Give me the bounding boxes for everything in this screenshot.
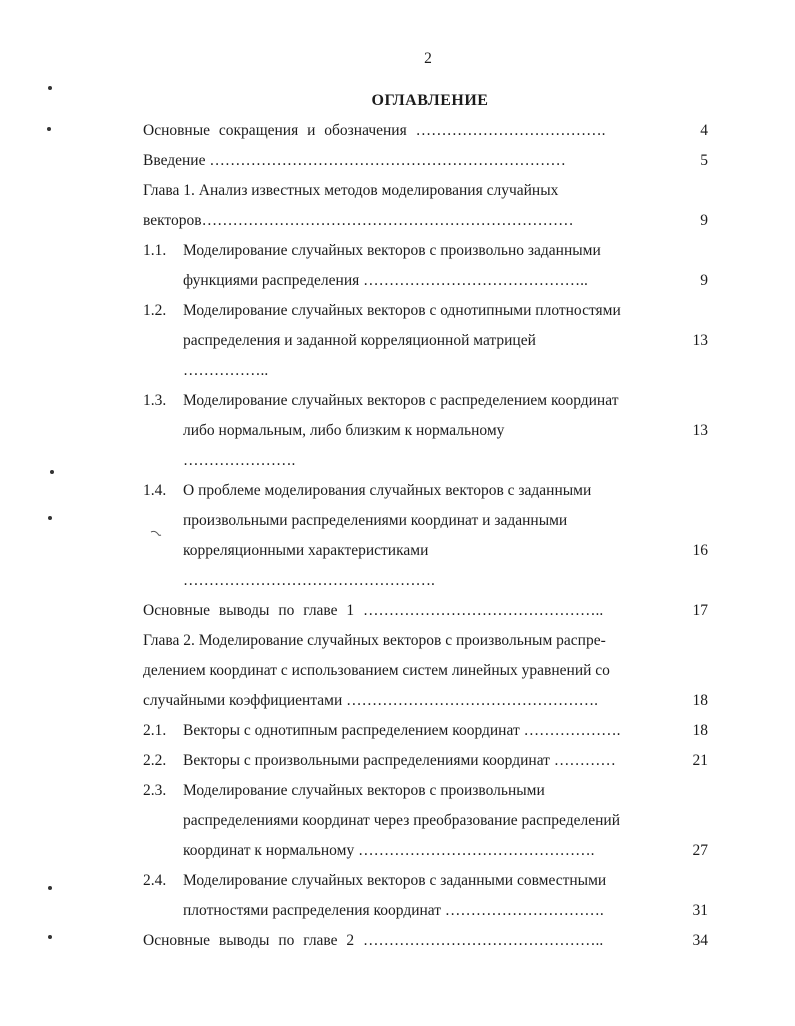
toc-entry-section-2-3-cont[interactable]: распределениями координат через преобразование распределений xyxy=(183,812,620,829)
toc-page-number: 17 xyxy=(692,602,708,619)
toc-entry-section-2-4-cont[interactable]: плотностями распределения координат …………………………. xyxy=(183,902,604,919)
toc-page-number: 4 xyxy=(700,122,708,139)
toc-entry-section-1-1-cont[interactable]: функциями распределения …………………………………….. xyxy=(183,272,588,289)
toc-entry-abbreviations[interactable]: Основные сокращения и обозначения ………………………………. xyxy=(143,122,606,139)
scan-speck xyxy=(48,886,52,890)
toc-entry-section-1-4-cont[interactable]: корреляционными характеристиками xyxy=(183,542,429,559)
toc-page-number: 13 xyxy=(692,422,708,439)
section-title: Моделирование случайных векторов с однотипными плотностями xyxy=(183,302,621,319)
toc-page-number: 21 xyxy=(692,752,708,769)
toc-page-number: 31 xyxy=(692,902,708,919)
toc-entry-section-1-4-cont[interactable]: произвольными распределениями координат и заданными xyxy=(183,512,568,529)
toc-entry-section-1-4[interactable] xyxy=(143,480,673,502)
section-number: 2.1. xyxy=(143,722,167,739)
section-number: 1.1. xyxy=(143,242,167,259)
scan-speck xyxy=(48,935,52,939)
section-title: Моделирование случайных векторов с произвольно заданными xyxy=(183,242,601,259)
toc-entry-section-2-3-cont[interactable]: координат к нормальному ………………………………………. xyxy=(183,842,595,859)
toc-page-number: 13 xyxy=(692,332,708,349)
toc-entry-chapter-2-cont[interactable]: делением координат с использованием систем линейных уравнений со xyxy=(143,662,610,679)
section-number: 1.2. xyxy=(143,302,167,319)
toc-page-number: 18 xyxy=(692,692,708,709)
toc-page-number: 16 xyxy=(692,542,708,559)
toc-entry-conclusions-ch2[interactable]: Основные выводы по главе 2 ……………………………………….. xyxy=(143,932,604,949)
toc-page-number: 9 xyxy=(700,272,708,289)
section-number: 2.2. xyxy=(143,752,167,769)
scan-speck xyxy=(48,86,52,90)
toc-leader-dots: …………….. xyxy=(183,362,269,379)
toc-page-number: 34 xyxy=(692,932,708,949)
section-number: 2.3. xyxy=(143,782,167,799)
section-number: 1.4. xyxy=(143,482,167,499)
scan-speck xyxy=(50,470,54,474)
toc-entry-introduction[interactable]: Введение …………………………………………………………… xyxy=(143,152,566,169)
section-title: Векторы с произвольными распределениями координат ………… xyxy=(183,752,616,769)
toc-entry-section-1-2-cont[interactable]: распределения и заданной корреляционной матрицей xyxy=(183,332,536,349)
pencil-mark xyxy=(150,530,162,538)
toc-page-number: 5 xyxy=(700,152,708,169)
toc-entry-section-2-2[interactable] xyxy=(143,750,673,772)
toc-leader-dots: …………………. xyxy=(183,452,296,469)
toc-leader-dots: …………………………………………. xyxy=(183,572,435,589)
section-title: Моделирование случайных векторов с распределением координат xyxy=(183,392,619,409)
toc-page-number: 27 xyxy=(692,842,708,859)
section-title: О проблеме моделирования случайных векторов с заданными xyxy=(183,482,592,499)
toc-entry-chapter-2[interactable]: Глава 2. Моделирование случайных векторов с произвольным распре- xyxy=(143,632,606,649)
toc-entry-section-2-4[interactable] xyxy=(143,870,673,892)
toc-entry-section-1-3[interactable] xyxy=(143,390,673,412)
toc-title: ОГЛАВЛЕНИЕ xyxy=(371,92,489,109)
page-number: 2 xyxy=(424,50,432,67)
scan-speck xyxy=(47,127,51,131)
toc-entry-chapter-1[interactable]: Глава 1. Анализ известных методов моделирования случайных xyxy=(143,182,559,199)
toc-page-number: 18 xyxy=(692,722,708,739)
toc-page-number: 9 xyxy=(700,212,708,229)
toc-entry-chapter-2-cont[interactable]: случайными коэффициентами …………………………………………. xyxy=(143,692,599,709)
toc-entry-section-2-1[interactable] xyxy=(143,720,673,742)
section-title: Векторы с однотипным распределением координат ………………. xyxy=(183,722,621,739)
toc-entry-section-1-3-cont[interactable]: либо нормальным, либо близким к нормальному xyxy=(183,422,505,439)
toc-entry-conclusions-ch1[interactable]: Основные выводы по главе 1 ……………………………………….. xyxy=(143,602,604,619)
section-number: 2.4. xyxy=(143,872,167,889)
toc-entry-section-1-2[interactable] xyxy=(143,300,673,322)
section-title: Моделирование случайных векторов с произвольными xyxy=(183,782,545,799)
scan-speck xyxy=(48,516,52,520)
section-title: Моделирование случайных векторов с заданными совместными xyxy=(183,872,607,889)
toc-entry-chapter-1-cont[interactable]: векторов……………………………………………………………… xyxy=(143,212,574,229)
toc-entry-section-2-3[interactable] xyxy=(143,780,673,802)
section-number: 1.3. xyxy=(143,392,167,409)
toc-entry-section-1-1[interactable] xyxy=(143,240,673,262)
